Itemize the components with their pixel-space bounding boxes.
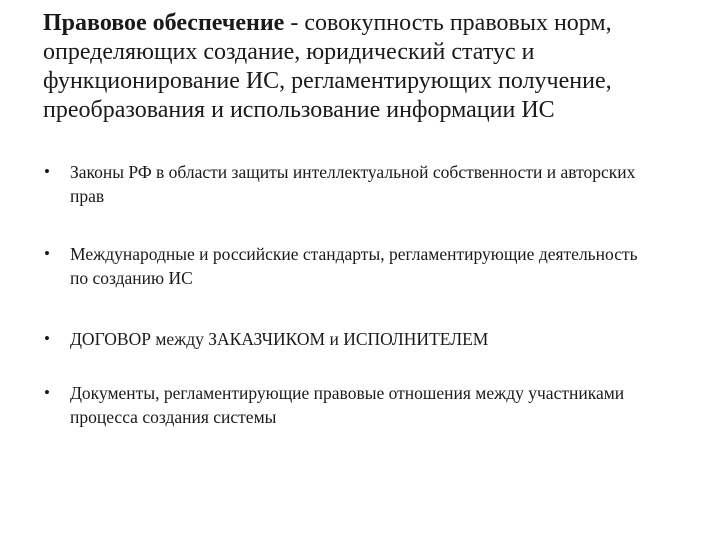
- bullet-dot-icon: •: [44, 329, 50, 348]
- bullet-dot-icon: •: [44, 162, 50, 181]
- list-item: [40, 327, 660, 351]
- list-item-text: ДОГОВОР между ЗАКАЗЧИКОМ и ИСПОЛНИТЕЛЕМ: [70, 329, 489, 349]
- bullet-dot-icon: •: [44, 244, 50, 263]
- list-item-text: Международные и российские стандарты, регламентирующие деятельность по созданию ИС: [70, 244, 638, 288]
- list-item-text: Законы РФ в области защиты интеллектуальной собственности и авторских прав: [70, 162, 636, 206]
- list-item: [40, 381, 660, 429]
- heading-definition: - совокупность правовых норм, определяющих создание, юридический статус и функционирование ИС, регламентирующих получение, преобразования и использование информации ИС: [43, 10, 612, 123]
- bullet-list: [40, 160, 660, 429]
- list-item: [40, 242, 660, 290]
- heading-term: Правовое обеспечение: [43, 10, 285, 36]
- list-item: [40, 160, 660, 208]
- slide-heading: [43, 9, 663, 125]
- bullet-dot-icon: •: [44, 383, 50, 402]
- list-item-text: Документы, регламентирующие правовые отношения между участниками процесса создания системы: [70, 383, 625, 427]
